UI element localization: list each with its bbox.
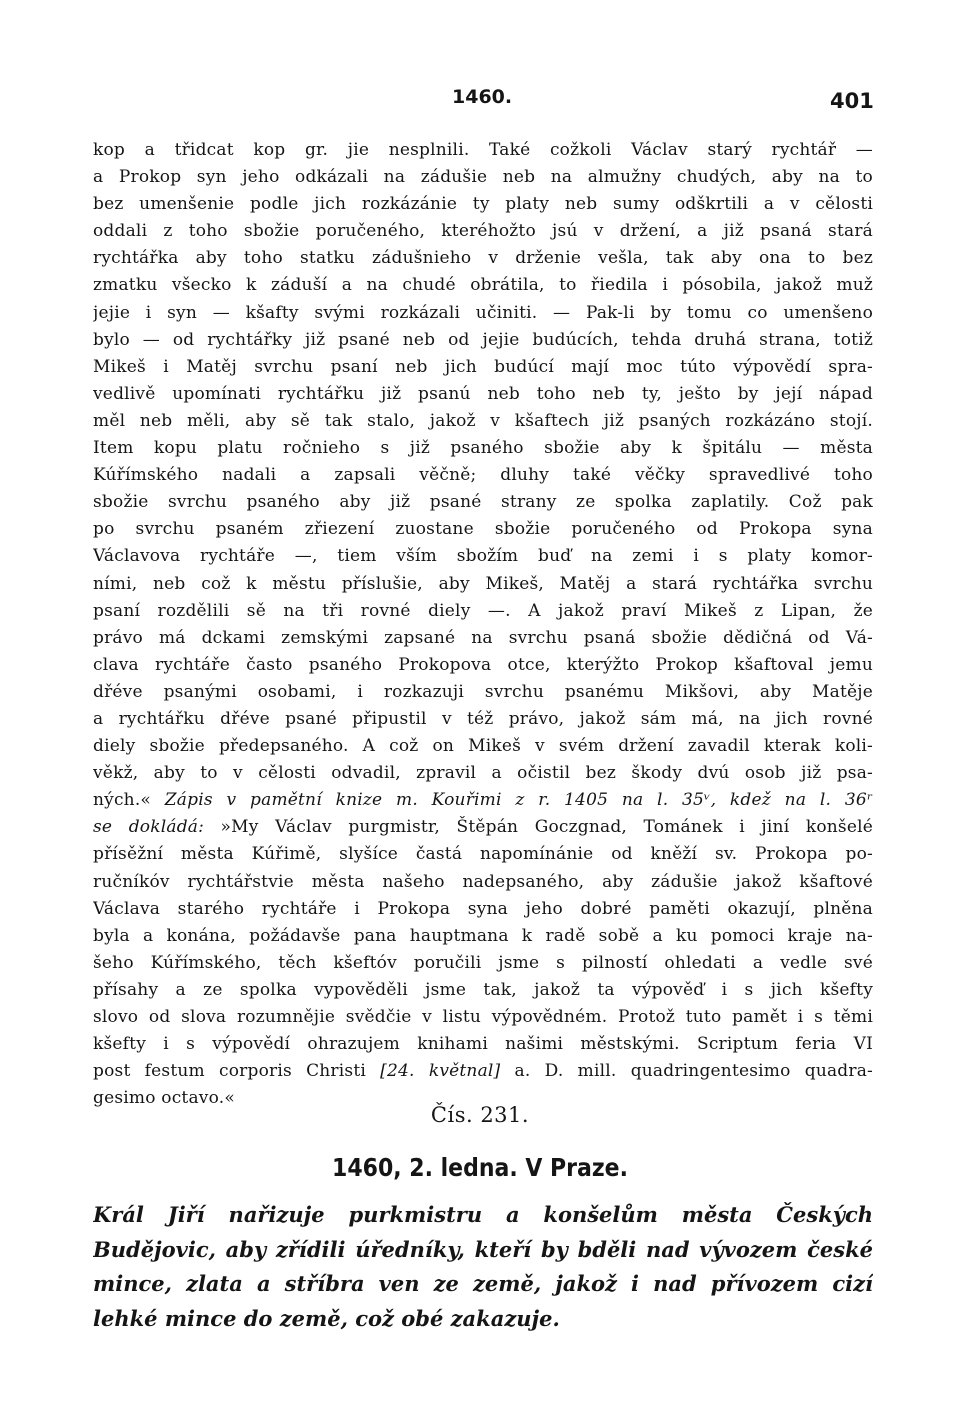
body-text xyxy=(93,137,873,1112)
summary-line: mince, zlata a stříbra ven ze země, jakož i nad přívozem cizí xyxy=(93,1271,873,1296)
text-line-citation xyxy=(93,787,873,814)
text-line-citation xyxy=(93,814,873,841)
page-number: 401 xyxy=(830,89,874,113)
text-line: kšefty i s výpovědí ohrazujem knihami našimi městskými. Scriptum feria VI xyxy=(93,1034,873,1055)
text-line: vedlivě upomínati rychtářku již psanú neb toho neb ty, ješto by její nápad xyxy=(93,383,873,404)
text-line: rychtářka aby toho statku zádušnieho v drženie vešla, tak aby ona to bez xyxy=(93,248,873,269)
text-run: post festum corporis Christi xyxy=(93,1061,381,1082)
text-line: věkž, aby to v cělosti odvadil, zpravil a očistil bez škody dvú osob již psa- xyxy=(93,763,873,784)
running-header-year: 1460. xyxy=(452,86,513,108)
text-line: Kúřímského nadali a zapsali věčně; dluhy také věčky spravedlivé toho xyxy=(93,465,873,486)
text-line: měl neb měli, aby sě tak stalo, jakož v kšaftech již psaných rozkázáno stojí. xyxy=(93,410,873,431)
text-line: diely sbožie předepsaného. A což on Mikeš v svém držení zavadil kterak koli- xyxy=(93,736,873,757)
text-line: ními, neb což k městu příslušie, aby Mikeš, Matěj a stará rychtářka svrchu xyxy=(93,573,873,594)
text-line: zmatku všecko k záduší a na chudé obrátila, to řiedila i pósobila, jakož muž xyxy=(93,275,873,296)
text-line: a rychtářku dřéve psané připustil v též právo, jakož sám má, na jich rovné xyxy=(93,708,873,729)
text-line: psaní rozdělili sě na tři rovné diely —. A jakož praví Mikeš z Lipan, že xyxy=(93,600,873,621)
text-line: přísahy a ze spolka vypověděli jsme tak, jakož ta výpověď i s jich kšefty xyxy=(93,979,873,1000)
text-line: oddali z toho sbožie poručeného, kteréhožto jsú v držení, a již psaná stará xyxy=(93,221,873,242)
text-line: právo má dckami zemskými zapsané na svrchu psaná sbožie dědičná od Vá- xyxy=(93,627,873,648)
text-line: gesimo octavo.« xyxy=(93,1088,235,1109)
italic-date: [24. květnal] xyxy=(380,1061,501,1082)
summary-line: lehké mince do země, což obé zakazuje. xyxy=(93,1305,560,1331)
text-line: Václava starého rychtáře i Prokopa syna jeho dobré paměti okazují, plněna xyxy=(93,898,873,919)
document-date-heading: 1460, 2. ledna. V Praze. xyxy=(332,1153,628,1182)
text-line: po svrchu psaném zřiezení zuostane sbožie poručeného od Prokopa syna xyxy=(93,519,873,540)
text-line: přísěžní města Kúřimě, slyšíce častá napomínánie od kněží sv. Prokopa po- xyxy=(93,844,873,865)
text-line: byla a konána, požádavše pana hauptmana k radě sobě a ku pomoci kraje na- xyxy=(93,925,873,946)
italic-citation: Zápis v pamětní knize m. Kouřimi z r. 1405 na l. 35ᵛ, kdež na l. 36ʳ xyxy=(151,790,873,811)
italic-citation: se dokládá: xyxy=(93,817,205,838)
text-line: kop a třidcat kop gr. jie nesplnili. Také cožkoli Václav starý rychtář — xyxy=(93,140,873,160)
summary-line: Král Jiří nařizuje purkmistru a konšelům města Českých xyxy=(93,1202,873,1227)
text-line: šeho Kúřímského, těch kšeftóv poručili jsme s pilností ohledati a vedle své xyxy=(93,952,873,973)
document-number: Čís. 231. xyxy=(430,1103,530,1127)
text-line: jejie i syn — kšafty svými rozkázali učiniti. — Pak-li by tomu co umenšeno xyxy=(93,302,873,323)
text-line: sbožie svrchu psaného aby již psané strany ze spolka zaplatily. Což pak xyxy=(93,492,873,513)
text-line: bez umenšenie podle jich rozkázánie ty platy neb sumy odškrtili a v cělosti xyxy=(93,194,873,215)
text-line-date xyxy=(93,1058,873,1085)
text-line: ručníkóv rychtářstvie města našeho nadepsaného, aby zádušie jakož kšaftové xyxy=(93,871,873,892)
text-line: Mikeš i Matěj svrchu psaní neb jich budúcí mají moc túto výpovědí spra- xyxy=(93,356,873,377)
text-line: Item kopu platu ročnieho s již psaného sbožie aby k špitálu — města xyxy=(93,438,873,459)
text-line: clava rychtáře často psaného Prokopova otce, kterýžto Prokop kšaftoval jemu xyxy=(93,654,873,675)
text-line: slovo od slova rozumnějie svědčie v listu výpovědném. Protož tuto pamět i s těmi xyxy=(93,1007,873,1027)
text-line: Václavova rychtáře —, tiem vším sbožím buď na zemi i s platy komor- xyxy=(93,546,873,567)
text-run: a. D. mill. quadringentesimo quadra- xyxy=(500,1061,873,1082)
text-line: bylo — od rychtářky již psané neb od jejie budúcích, tehda druhá strana, totiž xyxy=(93,329,873,350)
text-run: ných.« xyxy=(93,790,152,811)
summary-line: Budějovic, aby zřídili úředníky, kteří by bděli nad vývozem české xyxy=(93,1236,873,1262)
regest-summary xyxy=(93,1198,873,1336)
text-run: »My Václav purgmistr, Štěpán Goczgnad, Tománek i jiní konšelé xyxy=(204,817,873,838)
text-line: dřéve psanými osobami, i rozkazuji svrchu psanému Mikšovi, aby Matěje xyxy=(93,681,873,702)
text-line: a Prokop syn jeho odkázali na zádušie neb na almužny chudých, aby na to xyxy=(93,167,873,188)
